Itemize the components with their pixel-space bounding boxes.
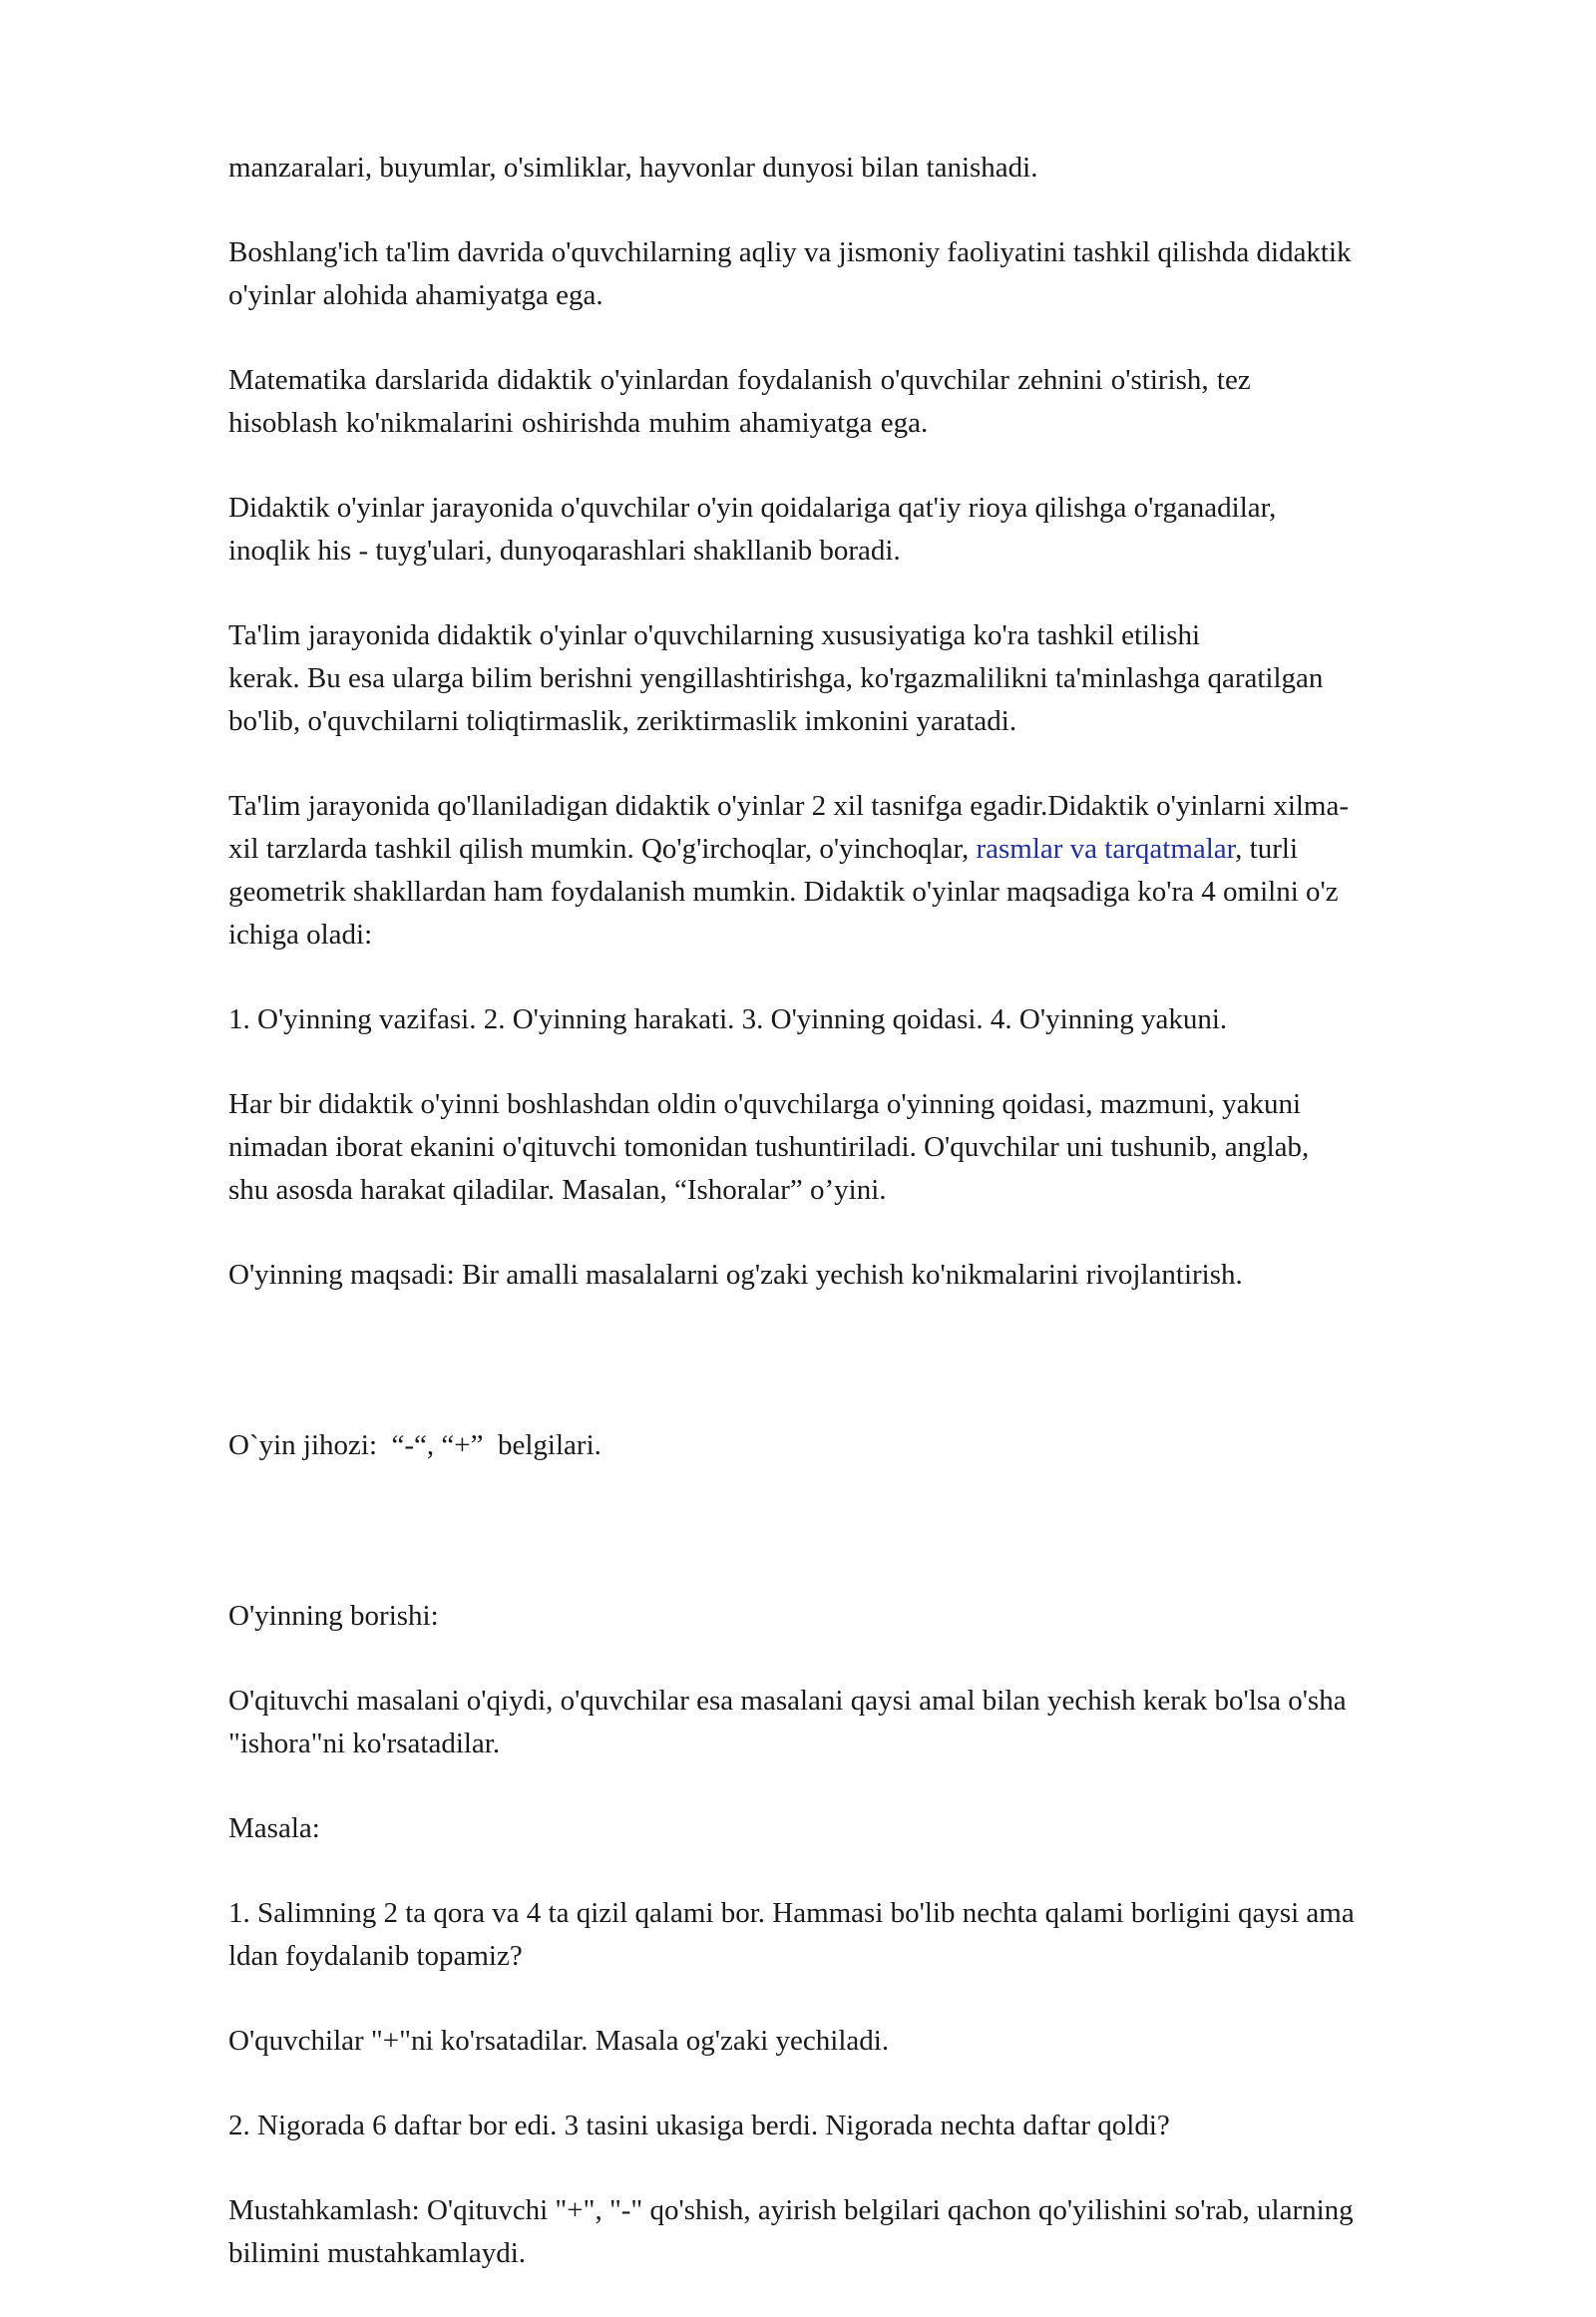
text-line: Ta'lim jarayonida qo'llaniladigan didaktik o'yinlar 2 xil tasnifga egadir.Didaktik o'yinlarni xilma- bbox=[228, 790, 1350, 822]
paragraph-intro-continuation bbox=[228, 147, 1495, 190]
paragraph-four-factors bbox=[228, 998, 1495, 1041]
paragraph-students-show-plus bbox=[228, 2020, 1495, 2063]
text-line: 1. O'yinning vazifasi. 2. O'yinning harakati. 3. O'yinning qoidasi. 4. O'yinning yakuni. bbox=[228, 1003, 1228, 1035]
text-line: Boshlang'ich ta'lim davrida o'quvchilarning aqliy va jismoniy faoliyatini tashkil qilishda didaktik bbox=[228, 236, 1352, 268]
text-line: bo'lib, o'quvchilarni toliqtirmaslik, zeriktirmaslik imkonini yaratadi. bbox=[228, 705, 1017, 737]
paragraph-game-goal bbox=[228, 1254, 1495, 1297]
text-line: bilimini mustahkamlaydi. bbox=[228, 2237, 527, 2269]
text-line: geometrik shakllardan ham foydalanish mumkin. Didaktik o'yinlar maqsadiga ko'ra 4 omilni o'z bbox=[228, 876, 1339, 908]
text-line: inoqlik his - tuyg'ulari, dunyoqarashlari shakllanib boradi. bbox=[228, 535, 901, 567]
text-line: manzaralari, buyumlar, o'simliklar, hayvonlar dunyosi bilan tanishadi. bbox=[228, 152, 1038, 184]
paragraph-teacher-reads bbox=[228, 1680, 1495, 1765]
paragraph-game-rules bbox=[228, 487, 1495, 573]
text-line: O'quvchilar "+"ni ko'rsatadilar. Masala og'zaki yechiladi. bbox=[228, 2025, 890, 2057]
paragraph-math-lessons bbox=[228, 359, 1495, 445]
text-line: O'yinning borishi: bbox=[228, 1600, 439, 1632]
text-line: 1. Salimning 2 ta qora va 4 ta qizil qalami bor. Hammasi bo'lib nechta qalami borligini qaysi ama bbox=[228, 1897, 1355, 1929]
text-line: Matematika darslarida didaktik o'yinlardan foydalanish o'quvchilar zehnini o'stirish, tez bbox=[228, 364, 1251, 396]
text-line: Masala: bbox=[228, 1812, 320, 1844]
paragraph-problem-two bbox=[228, 2105, 1495, 2147]
text-line: "ishora"ni ko'rsatadilar. bbox=[228, 1728, 501, 1759]
paragraph-reinforcement bbox=[228, 2189, 1495, 2275]
text-line: kerak. Bu esa ularga bilim berishni yengillashtirishga, ko'rgazmalilikni ta'minlashga qaratilgan bbox=[228, 662, 1324, 694]
text-line: Ta'lim jarayonida didaktik o'yinlar o'quvchilarning xususiyatiga ko'ra tashkil etilishi bbox=[228, 619, 1201, 651]
paragraph-game-process-heading bbox=[228, 1595, 1495, 1638]
paragraph-primary-education bbox=[228, 231, 1495, 317]
document-body bbox=[228, 147, 1495, 2317]
text-line: hisoblash ko'nikmalarini oshirishda muhim ahamiyatga ega. bbox=[228, 407, 929, 439]
text-line: shu asosda harakat qiladilar. Masalan, “Ishoralar” o’yini. bbox=[228, 1174, 887, 1206]
text-line: Har bir didaktik o'yinni boshlashdan oldin o'quvchilarga o'yinning qoidasi, mazmuni, yakuni bbox=[228, 1088, 1302, 1120]
text-line: nimadan iborat ekanini o'qituvchi tomonidan tushuntiriladi. O'quvchilar uni tushunib, anglab, bbox=[228, 1131, 1310, 1163]
text-line: ldan foydalanib topamiz? bbox=[228, 1940, 523, 1972]
text-line: o'yinlar alohida ahamiyatga ega. bbox=[228, 279, 603, 311]
paragraph-classification bbox=[228, 785, 1495, 957]
text-line: Mustahkamlash: O'qituvchi "+", "-" qo'shish, ayirish belgilari qachon qo'yilishini so'rab, ularning bbox=[228, 2194, 1354, 2226]
text-line: O`yin jihozi: “-“, “+” belgilari. bbox=[228, 1429, 601, 1461]
paragraph-problem-heading bbox=[228, 1807, 1495, 1850]
paragraph-before-game bbox=[228, 1083, 1495, 1212]
text-line bbox=[228, 828, 1495, 871]
text-line: O'yinning maqsadi: Bir amalli masalalarni og'zaki yechish ko'nikmalarini rivojlantirish. bbox=[228, 1259, 1243, 1291]
text-segment: xil tarzlarda tashkil qilish mumkin. Qo'g'irchoqlar, o'yinchoqlar, bbox=[228, 833, 977, 865]
paragraph-game-equipment bbox=[228, 1339, 1495, 1553]
text-line: Didaktik o'yinlar jarayonida o'quvchilar o'yin qoidalariga qat'iy rioya qilishga o'rganadilar, bbox=[228, 492, 1277, 524]
text-segment: , turli bbox=[1235, 833, 1299, 865]
text-line: 2. Nigorada 6 daftar bor edi. 3 tasini ukasiga berdi. Nigorada nechta daftar qoldi? bbox=[228, 2110, 1170, 2141]
paragraph-student-features bbox=[228, 614, 1495, 743]
text-line: ichiga oladi: bbox=[228, 919, 373, 951]
paragraph-problem-one bbox=[228, 1892, 1495, 1978]
materials-link[interactable]: rasmlar va tarqatmalar bbox=[976, 833, 1236, 865]
text-line: O'qituvchi masalani o'qiydi, o'quvchilar esa masalani qaysi amal bilan yechish kerak bo'lsa o'sha bbox=[228, 1685, 1347, 1717]
